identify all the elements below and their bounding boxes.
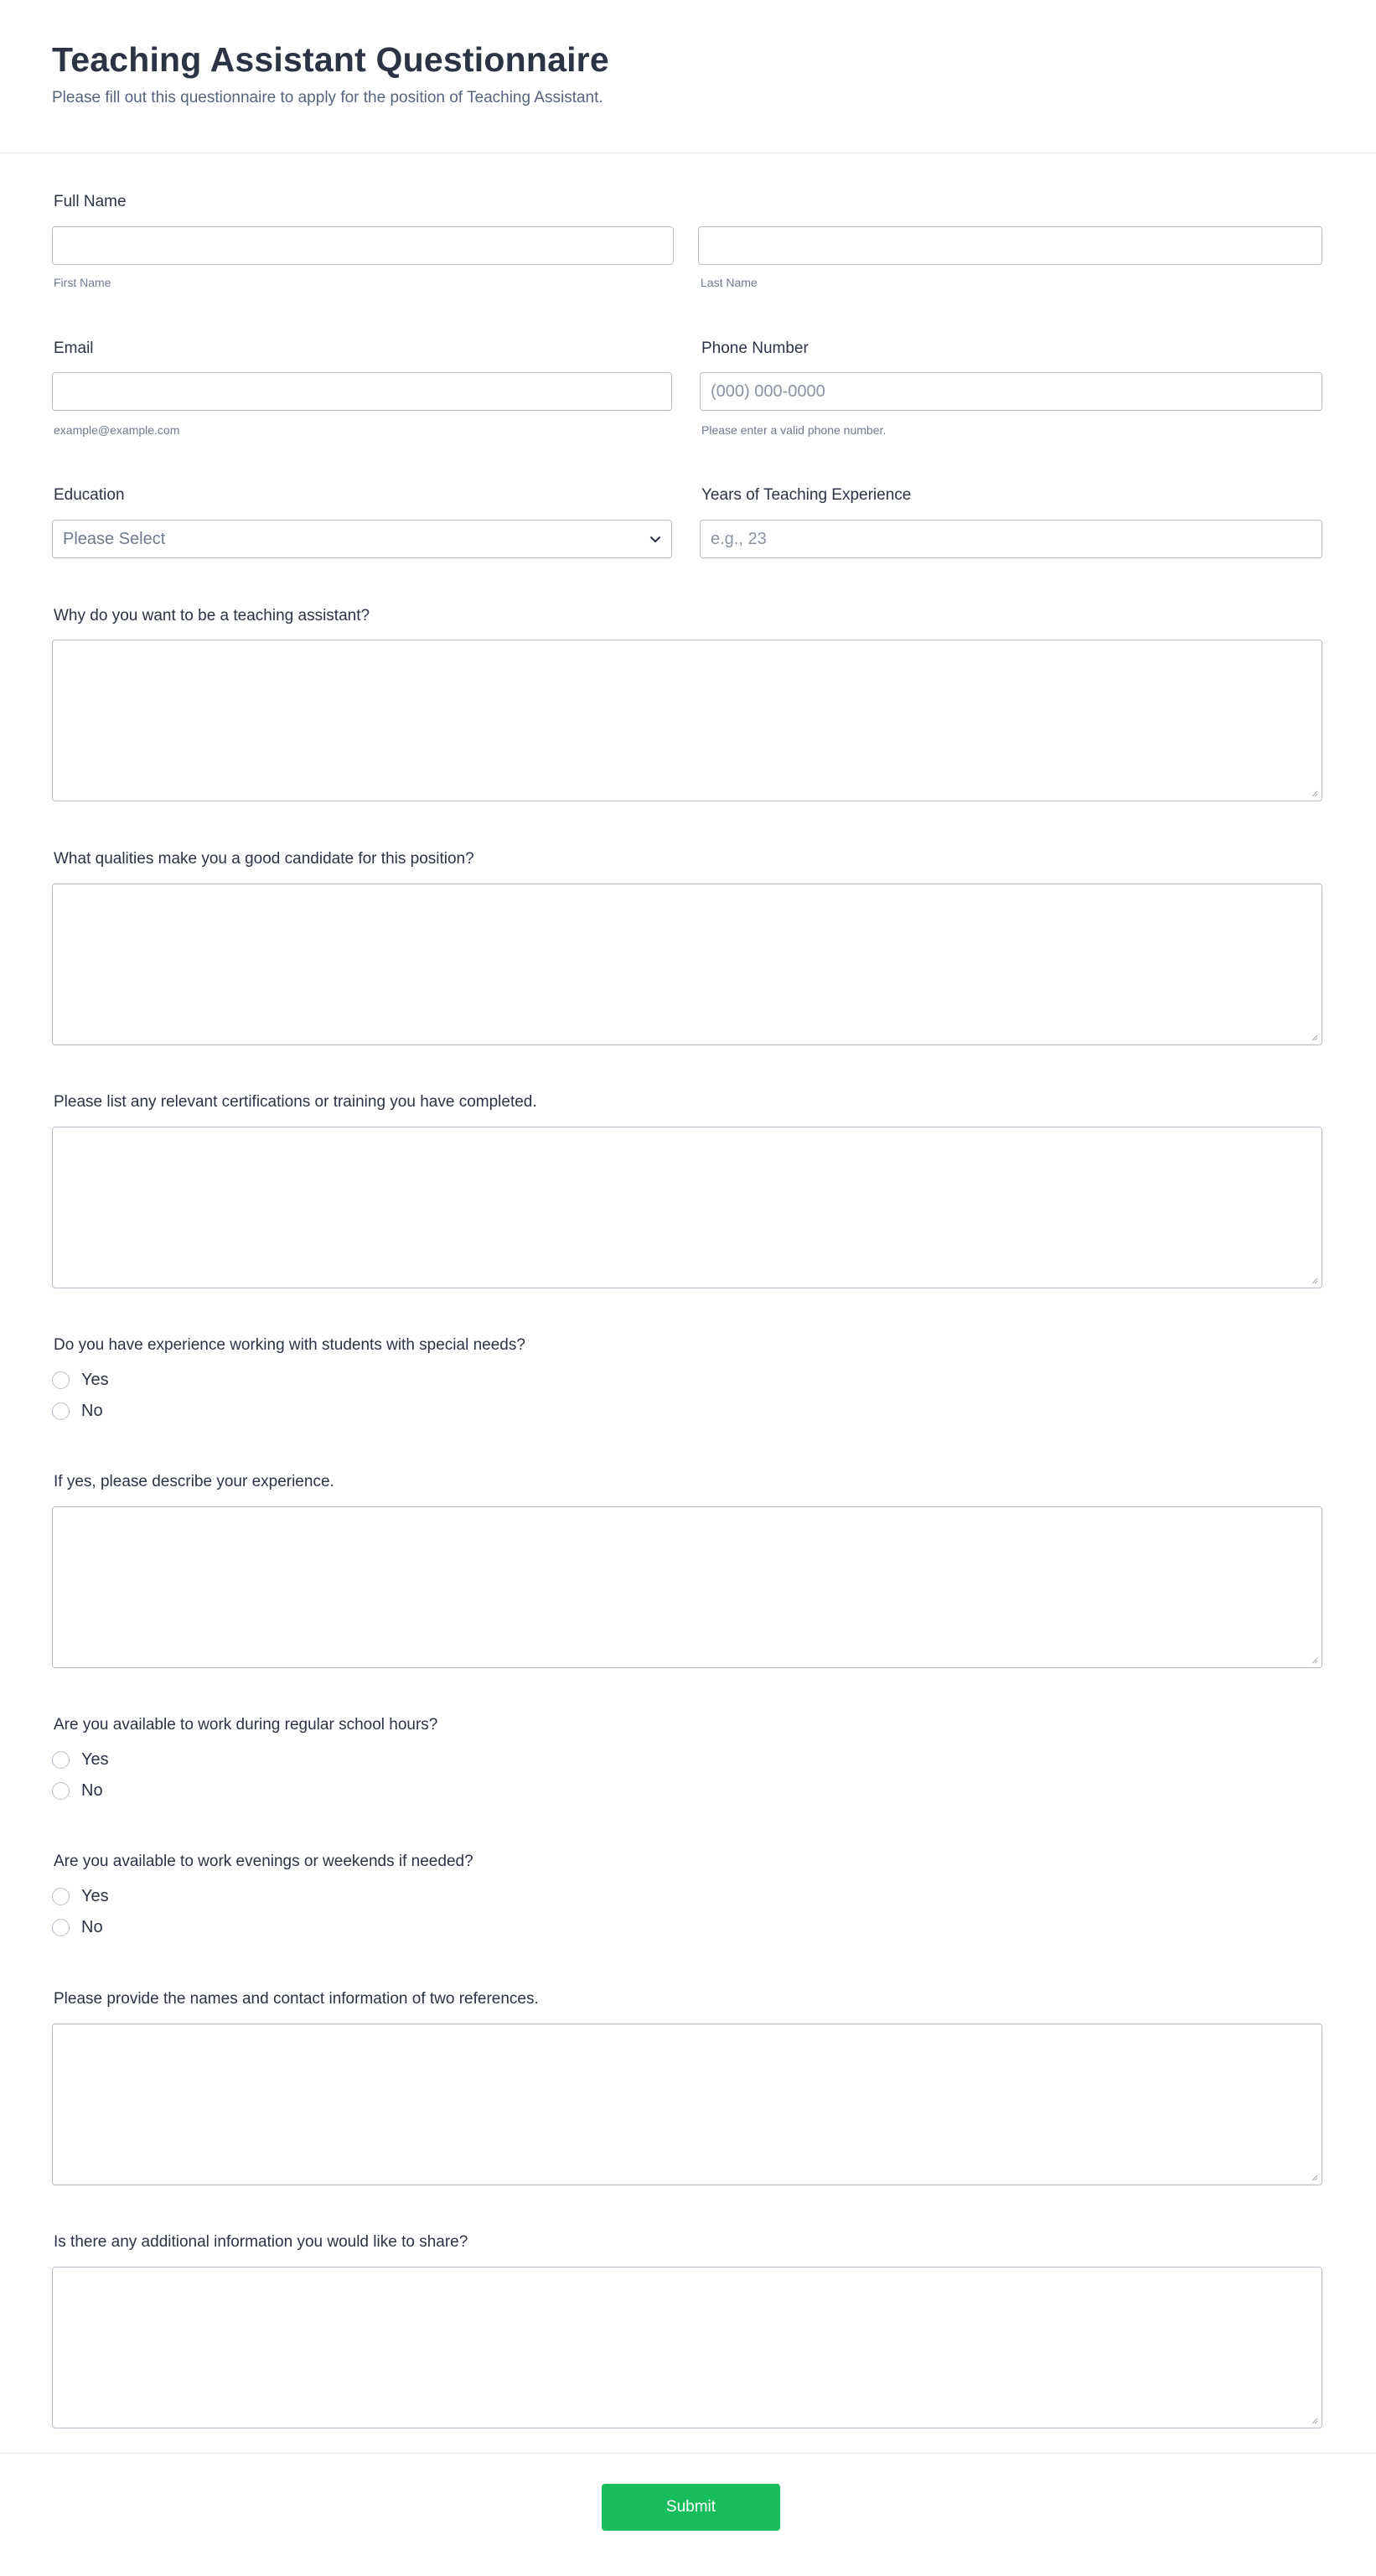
school-hours-yes-radio[interactable] [52, 1751, 70, 1769]
phone-sublabel: Please enter a valid phone number. [701, 423, 887, 437]
school-hours-label: Are you available to work during regular school hours? [54, 1716, 438, 1734]
resize-grip-icon[interactable] [1311, 2417, 1318, 2424]
references-label: Please provide the names and contact information of two references. [54, 1990, 539, 2008]
special-needs-no-radio[interactable] [52, 1402, 70, 1420]
last-name-sublabel: Last Name [701, 276, 758, 289]
last-name-input[interactable] [698, 226, 1322, 265]
resize-grip-icon[interactable] [1311, 790, 1318, 797]
describe-experience-textarea[interactable] [52, 1506, 1322, 1668]
evenings-weekends-yes-label[interactable]: Yes [81, 1886, 109, 1905]
references-textarea[interactable] [52, 2024, 1322, 2185]
evenings-weekends-no-label[interactable]: No [81, 1917, 103, 1936]
special-needs-yes-radio[interactable] [52, 1371, 70, 1389]
evenings-weekends-yes-radio[interactable] [52, 1888, 70, 1905]
resize-grip-icon[interactable] [1311, 1277, 1318, 1284]
email-label: Email [54, 339, 94, 357]
certifications-textarea[interactable] [52, 1127, 1322, 1288]
first-name-sublabel: First Name [54, 276, 111, 289]
first-name-input[interactable] [52, 226, 674, 265]
school-hours-no-label[interactable]: No [81, 1780, 103, 1800]
phone-input[interactable] [700, 372, 1322, 411]
special-needs-no-option[interactable] [52, 1401, 103, 1421]
evenings-weekends-yes-option[interactable] [52, 1886, 109, 1906]
experience-years-label: Years of Teaching Experience [701, 486, 912, 504]
phone-label: Phone Number [701, 339, 809, 357]
resize-grip-icon[interactable] [1311, 2174, 1318, 2181]
chevron-down-icon [648, 531, 663, 547]
special-needs-no-label[interactable]: No [81, 1401, 103, 1420]
additional-info-label: Is there any additional information you would like to share? [54, 2233, 468, 2251]
education-select[interactable] [52, 520, 672, 558]
certifications-label: Please list any relevant certifications or training you have completed. [54, 1093, 537, 1111]
evenings-weekends-no-radio[interactable] [52, 1919, 70, 1936]
school-hours-yes-label[interactable]: Yes [81, 1749, 109, 1769]
why-ta-textarea[interactable] [52, 640, 1322, 801]
experience-years-input[interactable] [700, 520, 1322, 558]
resize-grip-icon[interactable] [1311, 1034, 1318, 1041]
special-needs-yes-label[interactable]: Yes [81, 1370, 109, 1389]
qualities-label: What qualities make you a good candidate for this position? [54, 850, 474, 868]
education-label: Education [54, 486, 125, 504]
page-subtitle: Please fill out this questionnaire to apply for the position of Teaching Assistant. [52, 89, 603, 106]
school-hours-no-option[interactable] [52, 1780, 103, 1801]
evenings-weekends-label: Are you available to work evenings or weekends if needed? [54, 1853, 473, 1870]
submit-button[interactable]: Submit [602, 2484, 780, 2531]
page-title: Teaching Assistant Questionnaire [52, 40, 609, 79]
why-ta-label: Why do you want to be a teaching assistant? [54, 607, 370, 625]
form-header [0, 0, 1376, 153]
describe-experience-label: If yes, please describe your experience. [54, 1473, 334, 1490]
qualities-textarea[interactable] [52, 884, 1322, 1045]
email-input[interactable] [52, 372, 672, 411]
evenings-weekends-no-option[interactable] [52, 1917, 103, 1937]
special-needs-label: Do you have experience working with students with special needs? [54, 1336, 525, 1354]
additional-info-textarea[interactable] [52, 2267, 1322, 2428]
education-selected-value: Please Select [63, 529, 166, 548]
school-hours-yes-option[interactable] [52, 1749, 109, 1770]
resize-grip-icon[interactable] [1311, 1656, 1318, 1664]
school-hours-no-radio[interactable] [52, 1782, 70, 1800]
special-needs-yes-option[interactable] [52, 1370, 109, 1390]
email-sublabel: example@example.com [54, 423, 180, 437]
full-name-label: Full Name [54, 193, 127, 210]
